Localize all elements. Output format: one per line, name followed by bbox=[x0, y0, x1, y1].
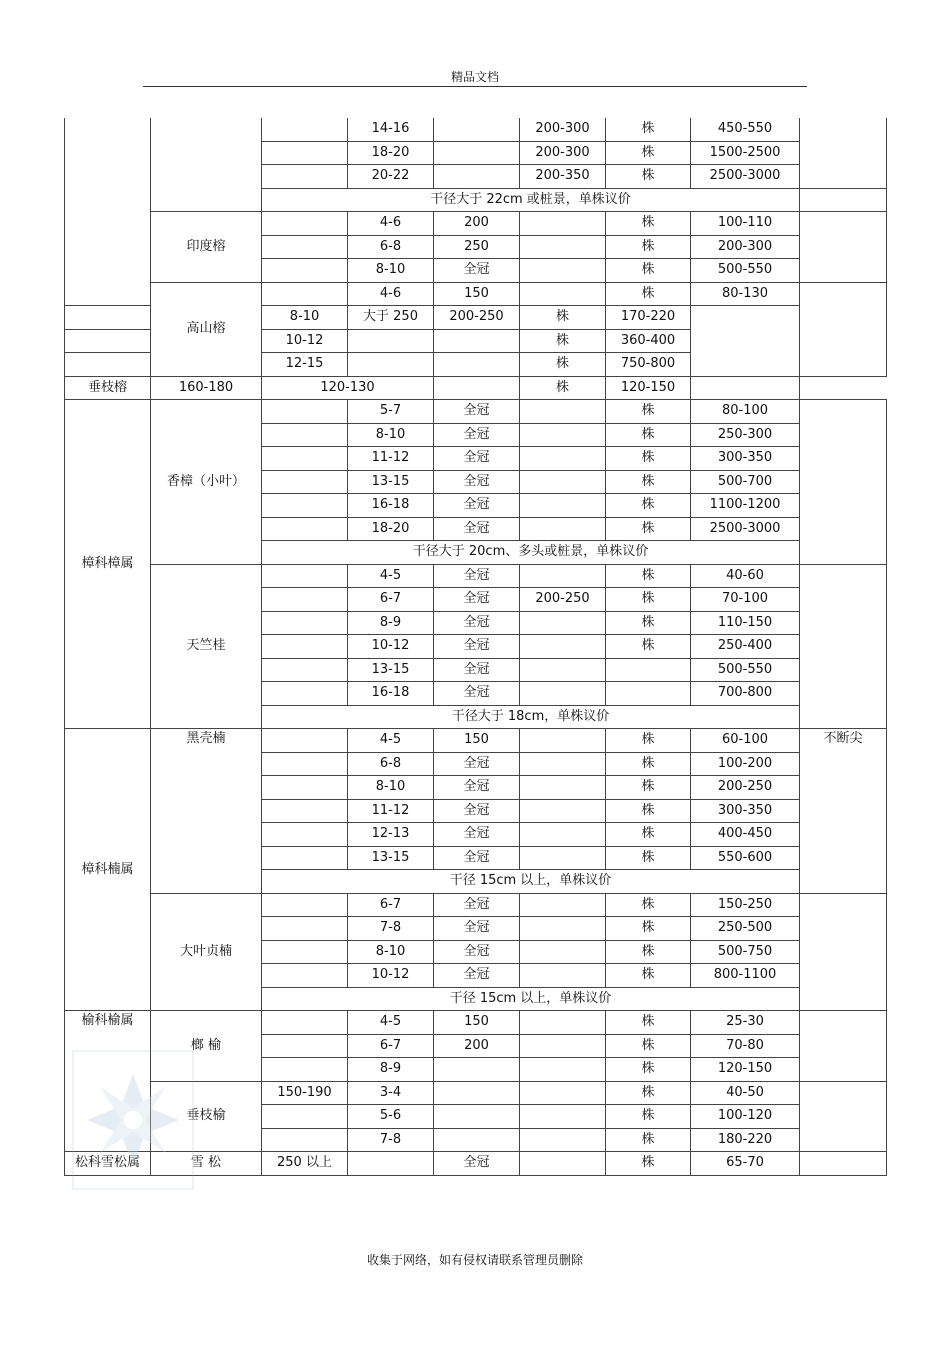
table-cell: 700-800 bbox=[691, 682, 800, 706]
table-cell: 8-9 bbox=[348, 1058, 434, 1082]
table-cell: 7-8 bbox=[348, 1128, 434, 1152]
table-cell: 全冠 bbox=[434, 494, 520, 518]
table-cell: 70-80 bbox=[691, 1034, 800, 1058]
table-cell bbox=[262, 235, 348, 259]
table-cell: 垂枝榕 bbox=[65, 376, 151, 400]
table-cell: 750-800 bbox=[606, 353, 691, 377]
table-cell bbox=[800, 212, 887, 283]
table-cell: 80-100 bbox=[691, 400, 800, 424]
table-cell: 株 bbox=[606, 494, 691, 518]
table-cell bbox=[262, 940, 348, 964]
table-cell: 250 bbox=[434, 235, 520, 259]
table-cell: 200-250 bbox=[434, 306, 520, 330]
table-cell: 株 bbox=[520, 353, 606, 377]
table-cell: 全冠 bbox=[434, 447, 520, 471]
table-cell bbox=[520, 776, 606, 800]
table-row bbox=[65, 564, 887, 588]
table-cell: 全冠 bbox=[434, 846, 520, 870]
table-cell: 榆科榆属 bbox=[65, 1011, 151, 1152]
watermark-logo bbox=[72, 1050, 194, 1190]
table-cell bbox=[262, 846, 348, 870]
table-cell: 株 bbox=[606, 893, 691, 917]
table-cell bbox=[434, 1105, 520, 1129]
table-cell bbox=[520, 940, 606, 964]
table-row bbox=[65, 400, 887, 424]
table-cell: 印度榕 bbox=[151, 212, 262, 283]
table-cell bbox=[262, 470, 348, 494]
table-cell bbox=[520, 1128, 606, 1152]
table-cell bbox=[262, 447, 348, 471]
table-cell: 40-50 bbox=[691, 1081, 800, 1105]
table-cell bbox=[800, 188, 887, 212]
table-cell bbox=[262, 917, 348, 941]
table-cell: 全冠 bbox=[434, 470, 520, 494]
table-cell bbox=[262, 776, 348, 800]
table-cell: 全冠 bbox=[434, 823, 520, 847]
table-cell: 11-12 bbox=[348, 799, 434, 823]
table-cell: 株 bbox=[606, 588, 691, 612]
table-cell: 8-9 bbox=[348, 611, 434, 635]
table-cell: 150 bbox=[434, 1011, 520, 1035]
table-cell: 8-10 bbox=[348, 259, 434, 283]
table-cell: 250 以上 bbox=[262, 1152, 348, 1176]
table-cell: 株 bbox=[520, 376, 606, 400]
table-cell: 6-7 bbox=[348, 893, 434, 917]
table-cell: 黑壳楠 bbox=[151, 729, 262, 894]
table-cell bbox=[348, 329, 434, 353]
table-cell: 10-12 bbox=[348, 635, 434, 659]
table-cell bbox=[262, 564, 348, 588]
table-cell: 株 bbox=[606, 118, 691, 141]
table-cell: 株 bbox=[606, 729, 691, 753]
table-cell: 300-350 bbox=[691, 447, 800, 471]
table-cell bbox=[434, 376, 520, 400]
table-row bbox=[65, 212, 887, 236]
table-cell bbox=[262, 588, 348, 612]
table-cell bbox=[520, 1105, 606, 1129]
table-cell bbox=[520, 447, 606, 471]
table-cell bbox=[434, 165, 520, 189]
table-cell: 13-15 bbox=[348, 470, 434, 494]
table-cell: 株 bbox=[606, 940, 691, 964]
table-row bbox=[65, 729, 887, 753]
table-cell bbox=[520, 799, 606, 823]
table-cell bbox=[262, 658, 348, 682]
table-cell: 800-1100 bbox=[691, 964, 800, 988]
table-cell: 6-8 bbox=[348, 235, 434, 259]
table-cell bbox=[262, 165, 348, 189]
table-cell bbox=[262, 494, 348, 518]
table-cell bbox=[348, 1152, 434, 1176]
table-cell bbox=[262, 400, 348, 424]
table-cell: 株 bbox=[606, 823, 691, 847]
table-cell: 250-500 bbox=[691, 917, 800, 941]
table-cell bbox=[520, 259, 606, 283]
table-cell: 18-20 bbox=[348, 141, 434, 165]
table-cell: 全冠 bbox=[434, 1152, 520, 1176]
table-cell bbox=[691, 376, 800, 400]
table-cell: 株 bbox=[606, 517, 691, 541]
table-cell: 大于 250 bbox=[348, 306, 434, 330]
table-cell: 株 bbox=[606, 1081, 691, 1105]
table-cell bbox=[262, 635, 348, 659]
table-cell bbox=[520, 494, 606, 518]
table-cell bbox=[262, 1128, 348, 1152]
table-cell: 株 bbox=[606, 564, 691, 588]
table-cell: 60-100 bbox=[691, 729, 800, 753]
table-cell: 550-600 bbox=[691, 846, 800, 870]
table-cell bbox=[262, 141, 348, 165]
table-cell: 25-30 bbox=[691, 1011, 800, 1035]
table-cell: 全冠 bbox=[434, 917, 520, 941]
table-cell: 5-6 bbox=[348, 1105, 434, 1129]
table-cell: 全冠 bbox=[434, 964, 520, 988]
table-cell: 株 bbox=[606, 470, 691, 494]
table-cell bbox=[520, 470, 606, 494]
table-cell: 大叶贞楠 bbox=[151, 893, 262, 1011]
table-cell: 360-400 bbox=[606, 329, 691, 353]
table-cell: 10-12 bbox=[348, 964, 434, 988]
table-cell: 8-10 bbox=[348, 776, 434, 800]
table-cell bbox=[520, 658, 606, 682]
table-cell: 株 bbox=[606, 799, 691, 823]
table-cell: 株 bbox=[606, 423, 691, 447]
table-cell: 株 bbox=[606, 165, 691, 189]
table-cell bbox=[151, 118, 262, 212]
table-cell bbox=[262, 1105, 348, 1129]
table-cell: 120-150 bbox=[606, 376, 691, 400]
table-cell: 100-110 bbox=[691, 212, 800, 236]
table-cell bbox=[520, 611, 606, 635]
table-cell bbox=[65, 353, 151, 377]
table-cell bbox=[262, 964, 348, 988]
table-cell bbox=[262, 1011, 348, 1035]
table-cell bbox=[262, 682, 348, 706]
table-cell: 樟科楠属 bbox=[65, 729, 151, 1011]
table-cell: 110-150 bbox=[691, 611, 800, 635]
table-note-cell: 干径大于 20cm、多头或桩景，单株议价 bbox=[262, 541, 800, 565]
table-cell: 高山榕 bbox=[151, 282, 262, 376]
table-cell bbox=[800, 282, 887, 376]
table-note-cell: 干径 15cm 以上，单株议价 bbox=[262, 870, 800, 894]
table-cell: 200 bbox=[434, 212, 520, 236]
table-cell: 株 bbox=[606, 635, 691, 659]
table-cell: 250-400 bbox=[691, 635, 800, 659]
table-cell bbox=[262, 259, 348, 283]
table-cell: 不断尖 bbox=[800, 729, 887, 894]
table-cell bbox=[520, 1058, 606, 1082]
table-cell: 株 bbox=[606, 776, 691, 800]
table-cell bbox=[520, 635, 606, 659]
table-cell: 株 bbox=[520, 329, 606, 353]
table-cell: 450-550 bbox=[691, 118, 800, 141]
table-cell bbox=[520, 964, 606, 988]
table-cell: 200-250 bbox=[691, 776, 800, 800]
table-cell bbox=[520, 235, 606, 259]
table-cell: 150-250 bbox=[691, 893, 800, 917]
table-cell bbox=[262, 729, 348, 753]
table-cell: 株 bbox=[606, 212, 691, 236]
table-cell: 4-5 bbox=[348, 564, 434, 588]
table-cell: 70-100 bbox=[691, 588, 800, 612]
table-cell: 全冠 bbox=[434, 259, 520, 283]
table-cell: 全冠 bbox=[434, 611, 520, 635]
table-cell bbox=[800, 893, 887, 1011]
table-cell: 8-10 bbox=[348, 940, 434, 964]
table-cell: 150-190 bbox=[262, 1081, 348, 1105]
table-cell: 200-300 bbox=[691, 235, 800, 259]
table-row bbox=[65, 282, 887, 306]
table-cell: 2500-3000 bbox=[691, 165, 800, 189]
table-cell: 150 bbox=[434, 282, 520, 306]
table-cell: 5-7 bbox=[348, 400, 434, 424]
table-cell: 120-130 bbox=[262, 376, 434, 400]
table-cell: 雪 松 bbox=[151, 1152, 262, 1176]
table-cell: 全冠 bbox=[434, 423, 520, 447]
table-cell: 株 bbox=[606, 1128, 691, 1152]
page-footer: 收集于网络，如有侵权请联系管理员删除 bbox=[366, 1253, 583, 1267]
table-cell bbox=[520, 423, 606, 447]
table-cell bbox=[520, 917, 606, 941]
table-cell bbox=[606, 658, 691, 682]
table-cell: 500-750 bbox=[691, 940, 800, 964]
table-cell: 全冠 bbox=[434, 776, 520, 800]
table-row bbox=[65, 1011, 887, 1035]
table-cell: 全冠 bbox=[434, 940, 520, 964]
table-cell bbox=[800, 400, 887, 565]
table-cell: 香樟（小叶） bbox=[151, 400, 262, 565]
table-cell: 6-8 bbox=[348, 752, 434, 776]
table-cell: 160-180 bbox=[151, 376, 262, 400]
table-cell: 8-10 bbox=[262, 306, 348, 330]
table-row bbox=[65, 376, 887, 400]
table-cell bbox=[520, 682, 606, 706]
table-cell bbox=[434, 1058, 520, 1082]
table-cell bbox=[262, 282, 348, 306]
table-cell: 4-5 bbox=[348, 729, 434, 753]
table-cell: 株 bbox=[606, 964, 691, 988]
table-cell bbox=[262, 423, 348, 447]
table-cell: 65-70 bbox=[691, 1152, 800, 1176]
table-row bbox=[65, 118, 887, 141]
table-cell: 株 bbox=[606, 1034, 691, 1058]
table-cell: 13-15 bbox=[348, 846, 434, 870]
table-cell bbox=[520, 752, 606, 776]
table-cell: 200-250 bbox=[520, 588, 606, 612]
table-cell bbox=[800, 564, 887, 729]
table-cell: 4-6 bbox=[348, 282, 434, 306]
table-cell: 松科雪松属 bbox=[65, 1152, 151, 1176]
table-cell bbox=[262, 517, 348, 541]
table-cell: 14-16 bbox=[348, 118, 434, 141]
table-cell bbox=[520, 400, 606, 424]
table-cell: 100-200 bbox=[691, 752, 800, 776]
table-cell: 1500-2500 bbox=[691, 141, 800, 165]
table-cell: 天竺桂 bbox=[151, 564, 262, 729]
table-cell bbox=[520, 893, 606, 917]
table-cell: 500-550 bbox=[691, 658, 800, 682]
table-cell: 株 bbox=[520, 306, 606, 330]
table-cell bbox=[520, 517, 606, 541]
table-cell: 株 bbox=[606, 917, 691, 941]
table-cell bbox=[434, 353, 520, 377]
table-cell: 全冠 bbox=[434, 799, 520, 823]
table-cell: 6-7 bbox=[348, 1034, 434, 1058]
table-cell: 株 bbox=[606, 752, 691, 776]
table-cell bbox=[262, 212, 348, 236]
table-cell bbox=[520, 1011, 606, 1035]
table-cell bbox=[520, 564, 606, 588]
table-cell bbox=[520, 1152, 606, 1176]
table-cell: 株 bbox=[606, 141, 691, 165]
table-cell: 13-15 bbox=[348, 658, 434, 682]
table-note-cell: 干径大于 18cm，单株议价 bbox=[262, 705, 800, 729]
table-cell: 16-18 bbox=[348, 682, 434, 706]
table-cell: 4-6 bbox=[348, 212, 434, 236]
table-cell bbox=[434, 118, 520, 141]
table-cell: 垂枝榆 bbox=[151, 1081, 262, 1152]
table-cell bbox=[434, 1081, 520, 1105]
table-cell: 3-4 bbox=[348, 1081, 434, 1105]
table-cell bbox=[262, 752, 348, 776]
table-cell bbox=[606, 682, 691, 706]
table-cell bbox=[262, 611, 348, 635]
table-cell: 200-300 bbox=[520, 141, 606, 165]
table-cell bbox=[262, 1058, 348, 1082]
table-cell: 株 bbox=[606, 259, 691, 283]
table-cell: 全冠 bbox=[434, 635, 520, 659]
table-cell bbox=[65, 118, 151, 306]
table-cell bbox=[262, 799, 348, 823]
table-cell: 株 bbox=[606, 1011, 691, 1035]
table-cell: 榔 榆 bbox=[151, 1011, 262, 1082]
table-cell bbox=[434, 1128, 520, 1152]
table-cell: 10-12 bbox=[262, 329, 348, 353]
table-cell: 200-350 bbox=[520, 165, 606, 189]
table-cell: 株 bbox=[606, 400, 691, 424]
table-cell: 11-12 bbox=[348, 447, 434, 471]
table-cell: 株 bbox=[606, 1152, 691, 1176]
price-table bbox=[64, 118, 887, 1176]
page-header: 精品文档 bbox=[450, 70, 499, 84]
table-cell bbox=[520, 846, 606, 870]
table-cell bbox=[262, 118, 348, 141]
table-cell bbox=[262, 893, 348, 917]
table-cell bbox=[65, 306, 151, 330]
table-cell: 180-220 bbox=[691, 1128, 800, 1152]
table-cell bbox=[262, 1034, 348, 1058]
table-cell: 株 bbox=[606, 611, 691, 635]
table-cell bbox=[800, 1011, 887, 1082]
table-cell bbox=[520, 1034, 606, 1058]
table-cell: 7-8 bbox=[348, 917, 434, 941]
table-cell: 全冠 bbox=[434, 658, 520, 682]
table-cell: 4-5 bbox=[348, 1011, 434, 1035]
table-cell bbox=[65, 329, 151, 353]
table-cell: 40-60 bbox=[691, 564, 800, 588]
table-cell bbox=[434, 329, 520, 353]
table-cell: 100-120 bbox=[691, 1105, 800, 1129]
table-cell: 株 bbox=[606, 846, 691, 870]
table-cell: 全冠 bbox=[434, 682, 520, 706]
table-cell: 16-18 bbox=[348, 494, 434, 518]
table-cell: 200-300 bbox=[520, 118, 606, 141]
table-cell: 6-7 bbox=[348, 588, 434, 612]
table-cell bbox=[434, 141, 520, 165]
table-cell: 全冠 bbox=[434, 517, 520, 541]
table-cell bbox=[520, 282, 606, 306]
table-cell: 500-700 bbox=[691, 470, 800, 494]
table-cell: 12-13 bbox=[348, 823, 434, 847]
table-cell: 1100-1200 bbox=[691, 494, 800, 518]
table-cell: 120-150 bbox=[691, 1058, 800, 1082]
price-table-body bbox=[65, 118, 887, 1175]
table-cell: 樟科樟属 bbox=[65, 400, 151, 729]
table-cell: 8-10 bbox=[348, 423, 434, 447]
table-cell bbox=[348, 353, 434, 377]
table-cell bbox=[262, 823, 348, 847]
table-cell bbox=[520, 212, 606, 236]
table-cell: 250-300 bbox=[691, 423, 800, 447]
table-cell bbox=[520, 823, 606, 847]
table-cell: 2500-3000 bbox=[691, 517, 800, 541]
table-cell bbox=[800, 1152, 887, 1176]
table-note-cell: 干径 15cm 以上，单株议价 bbox=[262, 987, 800, 1011]
table-cell bbox=[800, 118, 887, 188]
table-cell: 全冠 bbox=[434, 752, 520, 776]
table-cell: 300-350 bbox=[691, 799, 800, 823]
table-cell: 400-450 bbox=[691, 823, 800, 847]
table-cell: 80-130 bbox=[691, 282, 800, 306]
header-divider bbox=[143, 86, 807, 87]
table-cell: 株 bbox=[606, 1105, 691, 1129]
table-cell: 全冠 bbox=[434, 893, 520, 917]
table-cell: 全冠 bbox=[434, 588, 520, 612]
table-cell: 株 bbox=[606, 1058, 691, 1082]
table-cell: 株 bbox=[606, 282, 691, 306]
table-cell bbox=[520, 1081, 606, 1105]
table-cell: 200 bbox=[434, 1034, 520, 1058]
table-cell: 20-22 bbox=[348, 165, 434, 189]
table-cell: 全冠 bbox=[434, 564, 520, 588]
table-note-cell: 干径大于 22cm 或桩景，单株议价 bbox=[262, 188, 800, 212]
table-cell bbox=[800, 1081, 887, 1152]
table-cell: 18-20 bbox=[348, 517, 434, 541]
table-cell: 株 bbox=[606, 235, 691, 259]
table-cell: 12-15 bbox=[262, 353, 348, 377]
table-cell: 170-220 bbox=[606, 306, 691, 330]
table-cell bbox=[520, 729, 606, 753]
table-cell: 500-550 bbox=[691, 259, 800, 283]
table-row bbox=[65, 893, 887, 917]
table-cell: 全冠 bbox=[434, 400, 520, 424]
table-cell: 150 bbox=[434, 729, 520, 753]
table-cell: 株 bbox=[606, 447, 691, 471]
